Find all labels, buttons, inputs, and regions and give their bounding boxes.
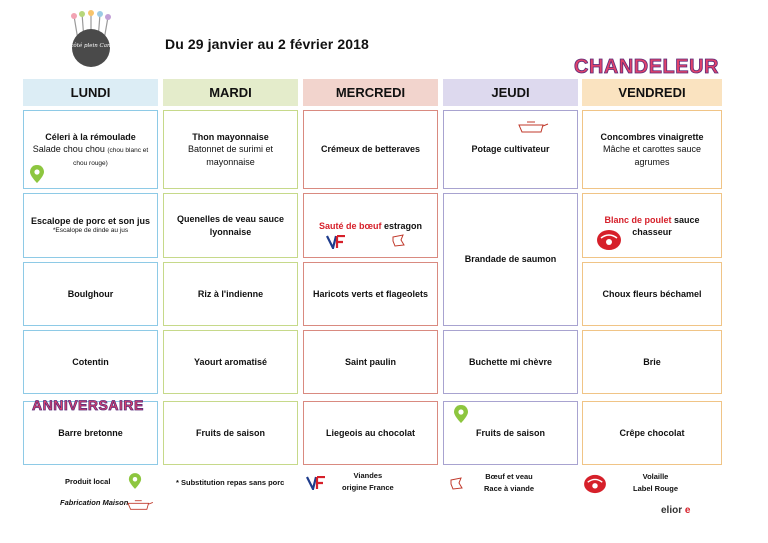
legend-viandes-label <box>342 470 394 494</box>
vendredi-dessert <box>582 401 722 465</box>
boeuf-race-a-viande-icon <box>391 234 405 248</box>
day-header-lundi: LUNDI <box>23 79 158 106</box>
legend-homemade-icon <box>126 499 154 511</box>
mardi-cheese <box>163 330 298 394</box>
mardi-main <box>163 193 298 258</box>
dish-name: Concombres vinaigrette <box>600 132 704 143</box>
dish-note: (chou blanc et chou rouge) <box>73 146 149 167</box>
homemade-dish-icon <box>517 120 549 134</box>
dish-name: Potage cultivateur <box>471 144 550 155</box>
mercredi-side <box>303 262 438 326</box>
lundi-side <box>23 262 158 326</box>
mercredi-starter <box>303 110 438 189</box>
day-header-mardi: MARDI <box>163 79 298 106</box>
legend-volaille-line1: Volaille <box>642 472 669 481</box>
dish-name: Brandade de saumon <box>464 254 557 265</box>
jeudi-starter <box>443 110 578 189</box>
day-header-jeudi: JEUDI <box>443 79 578 106</box>
mardi-side <box>163 262 298 326</box>
page-title: Du 29 janvier au 2 février 2018 <box>165 36 369 52</box>
dish-alt: Batonnet de surimi et mayonnaise <box>187 144 274 167</box>
lundi-cheese <box>23 330 158 394</box>
dish-name: Saint paulin <box>344 356 396 367</box>
dish-highlight: Sauté de bœuf <box>318 221 382 231</box>
mercredi-cheese <box>303 330 438 394</box>
legend-substitution-label: * Substitution repas sans porc <box>176 478 285 487</box>
mardi-starter <box>163 110 298 189</box>
dish-note: *Escalope de dinde au jus <box>52 227 129 235</box>
vendredi-side <box>582 262 722 326</box>
dish-name: Fruits de saison <box>195 427 266 438</box>
elior-mark: e <box>684 505 691 516</box>
legend-boeuf-line2: Race à viande <box>484 484 535 493</box>
dish-name: Crémeux de betteraves <box>320 144 421 155</box>
legend-boeuf-line1: Bœuf et veau <box>485 472 533 481</box>
elior-logo <box>661 505 690 516</box>
dish-name: Escalope de porc et son jus <box>30 216 151 227</box>
vendredi-starter <box>582 110 722 189</box>
dish-name: Crêpe chocolat <box>619 427 685 438</box>
legend-label-rouge-icon <box>582 474 608 494</box>
dish-name: Thon mayonnaise <box>192 132 269 143</box>
dish-name: Haricots verts et flageolets <box>312 288 429 299</box>
dish-name: Yaourt aromatisé <box>193 356 268 367</box>
dish-name: Brie <box>643 356 661 367</box>
mardi-dessert <box>163 401 298 465</box>
label-rouge-icon <box>596 229 622 251</box>
lundi-main <box>23 193 158 258</box>
chandeleur-banner: CHANDELEUR <box>574 56 719 78</box>
day-header-mercredi: MERCREDI <box>303 79 438 106</box>
local-product-pin-icon <box>453 404 469 424</box>
legend-viandes-icon <box>305 476 327 490</box>
local-product-pin-icon <box>29 164 45 184</box>
anniversaire-banner: ANNIVERSAIRE <box>32 397 144 413</box>
dish-alt: Mâche et carottes sauce agrumes <box>602 144 702 167</box>
mercredi-dessert <box>303 401 438 465</box>
legend-viandes-line1: Viandes <box>353 471 383 480</box>
jeudi-main <box>443 193 578 326</box>
dish-rest: estragon <box>384 221 423 231</box>
cantine-logo <box>60 10 122 68</box>
dish-name: Riz à l'indienne <box>197 288 264 299</box>
legend-homemade-label: Fabrication Maison <box>60 498 129 507</box>
dish-name: Céleri à la rémoulade <box>45 131 136 142</box>
legend-boeuf-label <box>484 471 534 495</box>
jeudi-cheese <box>443 330 578 394</box>
day-header-vendredi: VENDREDI <box>582 79 722 106</box>
legend-local-label: Produit local <box>65 477 111 486</box>
dish-name: Barre bretonne <box>58 427 123 438</box>
dish-name: Boulghour <box>67 288 114 299</box>
dish-highlight: Blanc de poulet <box>604 215 672 225</box>
vendredi-cheese <box>582 330 722 394</box>
dish-name: Cotentin <box>72 356 109 367</box>
dish-alt: Salade chou chou <box>32 143 105 154</box>
viandes-origine-france-icon <box>326 235 346 249</box>
dish-name: Liegeois au chocolat <box>325 427 416 438</box>
legend-volaille-line2: Label Rouge <box>633 484 679 493</box>
logo-text: Du côté plein Cantine <box>60 43 122 49</box>
dish-name: Choux fleurs béchamel <box>602 288 702 299</box>
dish-name: Fruits de saison <box>475 427 546 438</box>
legend-viandes-line2: origine France <box>342 483 394 492</box>
legend-boeuf-icon <box>449 477 463 491</box>
legend-pin-icon <box>128 472 142 490</box>
mercredi-main <box>303 193 438 258</box>
dish-name: Quenelles de veau sauce lyonnaise <box>176 214 285 237</box>
elior-text: elior <box>661 505 683 516</box>
dish-rest: sauce chasseur <box>632 215 700 238</box>
legend-volaille-label <box>633 471 678 495</box>
dish-name: Buchette mi chèvre <box>468 356 553 367</box>
